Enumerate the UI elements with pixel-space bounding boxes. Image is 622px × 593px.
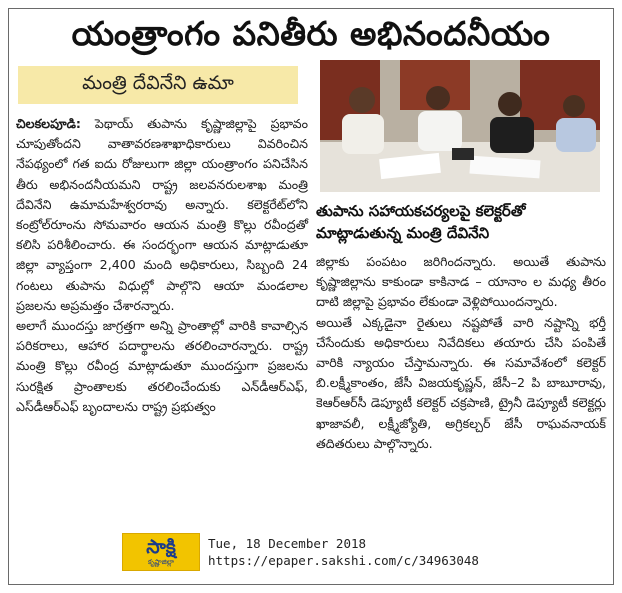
article-column-right (316, 252, 606, 454)
dateline: చిలకలపూడి: (16, 116, 81, 131)
article-paragraph: అలాగే ముందస్తు జాగ్రత్తగా అన్ని ప్రాంతాల్లో వారికి కావాల్సిన పరికరాలు, ఆహార పదార్థాలను తరలించారన్నారు. రాష్ట్ర మంత్రి కొల్లు రవీంద్ర మాట్లాడుతూ ముందస్తుగా ప్రజలను సురక్షిత ప్రాంతాలకు తరలించేందుకు ఎన్‌డీఆర్‌ఎఫ్‌, ఎస్‌డీఆర్‌ఎఫ్‌ బృందాలను రాష్ట్ర ప్రభుత్వం (16, 318, 308, 414)
sakshi-logo (122, 533, 200, 571)
article-paragraph: అయితే ఎక్కడైనా రైతులు నష్టపోతే వారి నష్టాన్ని భర్తీ చేసేందుకు అధికారులు నివేదికలు తయారు చేసి పంపితే వారికి న్యాయం చేస్తామన్నారు. ఈ సమావేశంలో కలెక్టర్‌ బి.లక్ష్మీకాంతం, జేసీ విజయకృష్ణన్‌, జేసీ–2 పి బాబూరావు, కెఆర్‌ఆర్‌సీ డెప్యూటీ కలెక్టర్‌ చక్రపాణి, ట్రైనీ డెప్యూటీ కలెక్టర్లు ఖాజావలీ, లక్ష్మీజ్యోతి, అగ్రికల్చర్‌ జేసీ రాఘవనాయక్‌ తదితరులు పాల్గొన్నారు. (316, 314, 606, 451)
publication-date: Tue, 18 December 2018 (208, 536, 367, 551)
epaper-stamp (208, 535, 479, 569)
logo-text: సాక్షి (146, 536, 176, 558)
article-paragraph: జిల్లాకు పంపటం జరిగిందన్నారు. అయితే తుపాను కృష్ణాజిల్లాను కాకుండా కాకినాడ – యానాం ల మధ్య తీరం దాటి జిల్లాపై ప్రభావం లేకుండా వెళ్లిపోయిందన్నారు. (316, 254, 606, 310)
epaper-url[interactable]: https://epaper.sakshi.com/c/34963048 (208, 553, 479, 568)
article-column-left (16, 114, 308, 417)
subheadline: మంత్రి దేవినేని ఉమా (82, 71, 234, 94)
news-photo (320, 60, 600, 192)
subheadline-box (18, 66, 298, 104)
article-paragraph (16, 114, 308, 316)
epaper-footer (122, 531, 492, 573)
meeting-photo-illustration (320, 60, 600, 192)
photo-caption: తుపాను సహాయకచర్యలపై కలెక్టర్‌తో మాట్లాడుతున్న మంత్రి దేవినేని (316, 202, 526, 242)
logo-subtext: కృష్ణాజిల్లా (147, 558, 175, 566)
paragraph-text: పెథాయ్‌ తుపాను కృష్ణాజిల్లాపై ప్రభావం చూపుతోందని వాతావరణశాఖాధికారులు వివరించిన నేపథ్యంలో గత ఐదు రోజులుగా జిల్లా యంత్రాంగం పనిచేసిన తీరు అభినందనీయమని రాష్ట్ర జలవనరులశాఖ మంత్రి దేవినేని ఉమామహేశ్వరరావు అన్నారు. కలెక్టరేట్‌లోని కంట్రోల్‌రూంను సోమవారం ఆయన మంత్రి కొల్లు రవీంద్రతో కలిసి పరిశీలించారు. ఈ సందర్భంగా ఆయన మాట్లాడుతూ జిల్లా వ్యాప్తంగా 2,400 మంది అధికారులు, సిబ్బంది 24 గంటలు తుపాను విధుల్లో పాల్గొని ఆయా మండలాల ప్రజలను అప్రమత్తం చేశారన్నారు. (16, 116, 308, 313)
headline: యంత్రాంగం పనితీరు అభినందనీయం (71, 14, 551, 53)
